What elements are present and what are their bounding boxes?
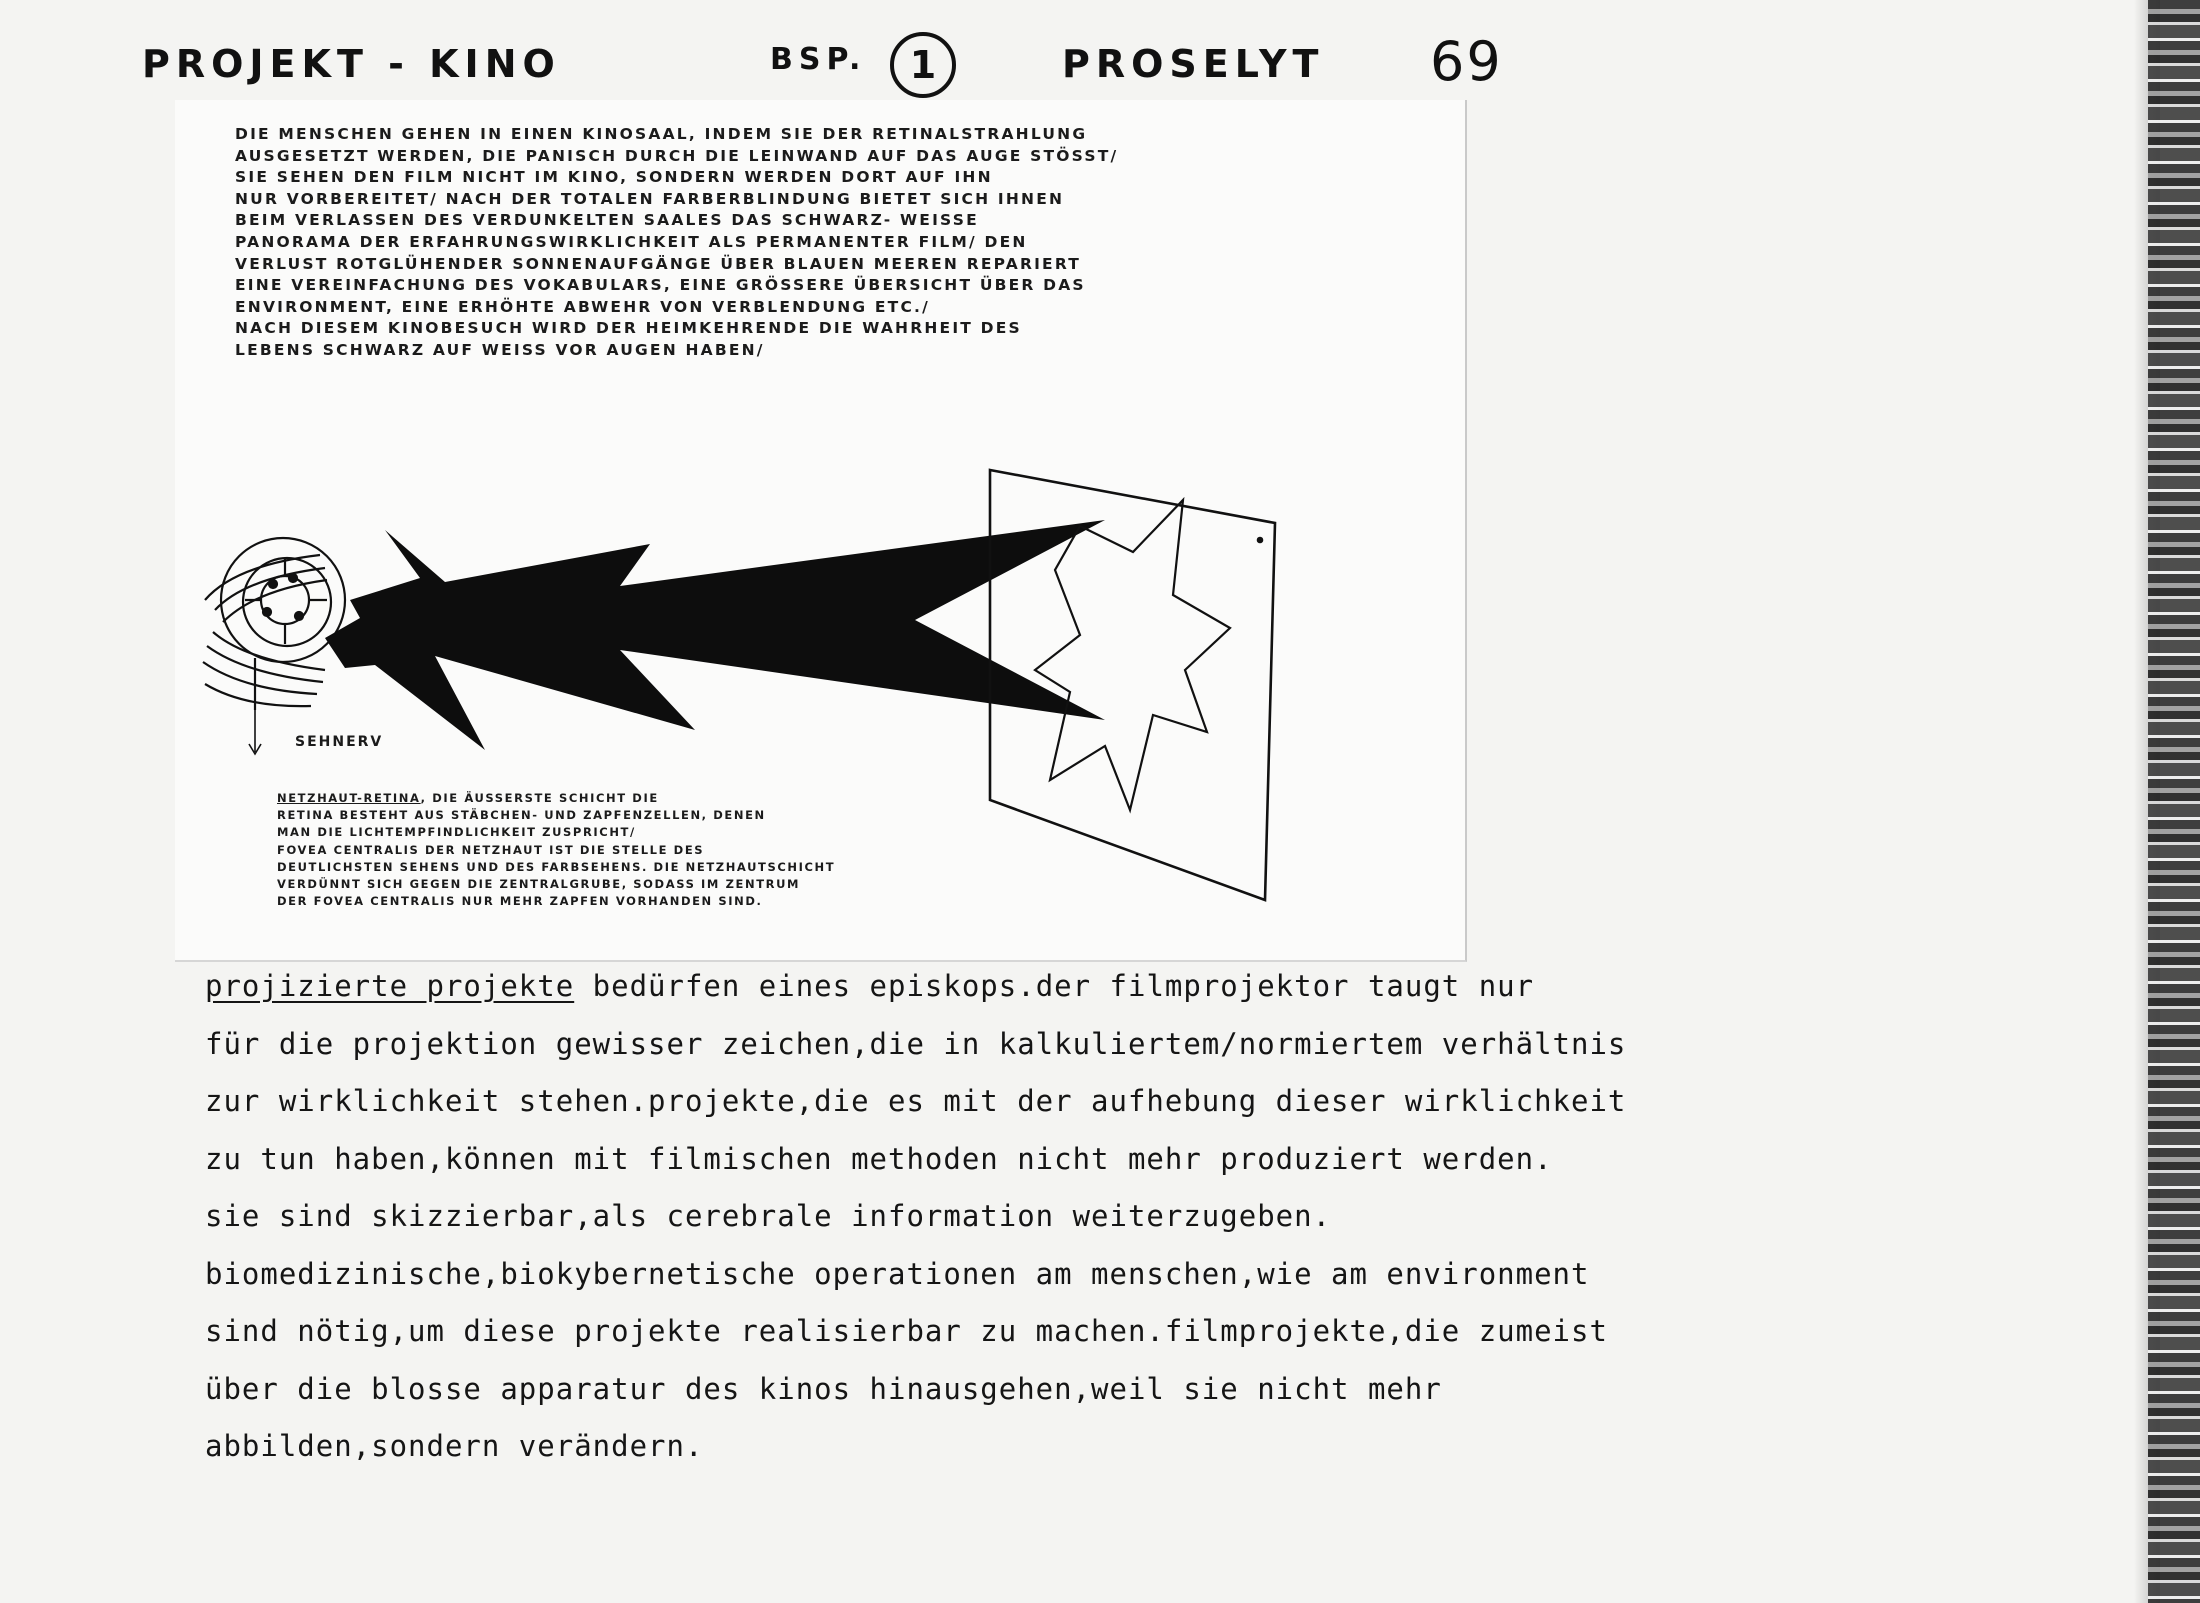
eye-drawing — [203, 538, 345, 754]
retina-note-line: RETINA BESTEHT AUS STÄBCHEN- UND ZAPFENZELLEN, DENEN — [277, 808, 766, 823]
retina-note-rest: , DIE ÄUSSERSTE SCHICHT DIE — [420, 791, 659, 805]
retina-note-line: DER FOVEA CENTRALIS NUR MEHR ZAPFEN VORHANDEN SIND. — [277, 894, 763, 909]
retina-note-line: MAN DIE LICHTEMPFINDLICHKEIT ZUSPRICHT/ — [277, 825, 636, 840]
header-bsp: BSP. — [770, 42, 867, 77]
typed-line: sie sind skizzierbar,als cerebrale information weiterzugeben. — [205, 1199, 1332, 1233]
handwritten-line: DIE MENSCHEN GEHEN IN EINEN KINOSAAL, INDEM SIE DER RETINALSTRAHLUNG — [235, 125, 1088, 143]
retina-note-line: VERDÜNNT SICH GEGEN DIE ZENTRALGRUBE, SODASS IM ZENTRUM — [277, 877, 801, 892]
page-number: 69 — [1430, 30, 1503, 93]
typed-line: zur wirklichkeit stehen.projekte,die es mit der aufhebung dieser wirklichkeit — [205, 1084, 1627, 1118]
retina-notes — [277, 790, 1177, 910]
handwritten-line: VERLUST ROTGLÜHENDER SONNENAUFGÄNGE ÜBER BLAUEN MEEREN REPARIERT — [235, 254, 1082, 273]
typed-line: biomedizinische,biokybernetische operationen am menschen,wie am environment — [205, 1256, 1590, 1291]
handwritten-line: EINE VEREINFACHUNG DES VOKABULARS, EINE GRÖSSERE ÜBERSICHT ÜBER DAS — [235, 276, 1086, 295]
typed-line — [205, 958, 2055, 1016]
handwritten-line: BEIM VERLASSEN DES VERDUNKELTEN SAALES DAS SCHWARZ- WEISSE — [235, 211, 979, 230]
optic-nerve-label: SEHNERV — [295, 734, 384, 750]
pasted-sheet — [175, 100, 1467, 962]
handwritten-line: LEBENS SCHWARZ AUF WEISS VOR AUGEN HABEN/ — [235, 340, 765, 359]
typed-line: abbilden,sondern verändern. — [205, 1429, 704, 1463]
handwritten-line: NUR VORBEREITET/ NACH DER TOTALEN FARBERBLINDUNG BIETET SICH IHNEN — [235, 189, 1065, 208]
retina-note-line: FOVEA CENTRALIS DER NETZHAUT IST DIE STELLE DES — [277, 842, 705, 857]
typed-line: für die projektion gewisser zeichen,die in kalkuliertem/normiertem verhältnis — [205, 1026, 1627, 1061]
projection-beam — [325, 520, 1105, 750]
handwritten-text — [235, 124, 1445, 362]
retina-note-line — [277, 790, 1177, 807]
handwritten-line: SIE SEHEN DEN FILM NICHT IM KINO, SONDERN WERDEN DORT AUF IHN — [235, 168, 993, 187]
header-keyword: PROSELYT — [1062, 42, 1325, 86]
header-example-number: 1 — [890, 32, 956, 98]
typed-line: über die blosse apparatur des kinos hinausgehen,weil sie nicht mehr — [205, 1371, 1442, 1406]
typed-line: zu tun haben,können mit filmischen methoden nicht mehr produziert werden. — [205, 1141, 1553, 1176]
typed-underlined-term: projizierte projekte — [205, 969, 575, 1003]
page-header — [130, 28, 1503, 98]
retina-note-line: DEUTLICHSTEN SEHENS UND DES FARBSEHENS. DIE NETZHAUTSCHICHT — [277, 859, 836, 874]
handwritten-line: NACH DIESEM KINOBESUCH WIRD DER HEIMKEHRENDE DIE WAHRHEIT DES — [235, 319, 1022, 338]
handwritten-line: AUSGESETZT WERDEN, DIE PANISCH DURCH DIE LEINWAND AUF DAS AUGE STÖSST/ — [235, 146, 1119, 165]
handwritten-line: PANORAMA DER ERFAHRUNGSWIRKLICHKEIT ALS PERMANENTER FILM/ DEN — [235, 232, 1028, 251]
typed-line: sind nötig,um diese projekte realisierbar zu machen.filmprojekte,die zumeist — [205, 1314, 1608, 1348]
torn-page-edge — [2148, 0, 2200, 1603]
typewritten-text — [205, 958, 2055, 1476]
header-title: PROJEKT - KINO — [142, 42, 561, 86]
retina-term: NETZHAUT-RETINA — [277, 791, 421, 805]
handwritten-line: ENVIRONMENT, EINE ERHÖHTE ABWEHR VON VERBLENDUNG ETC./ — [235, 297, 930, 316]
typed-line-rest: bedürfen eines episkops.der filmprojektor taugt nur — [574, 969, 1535, 1003]
